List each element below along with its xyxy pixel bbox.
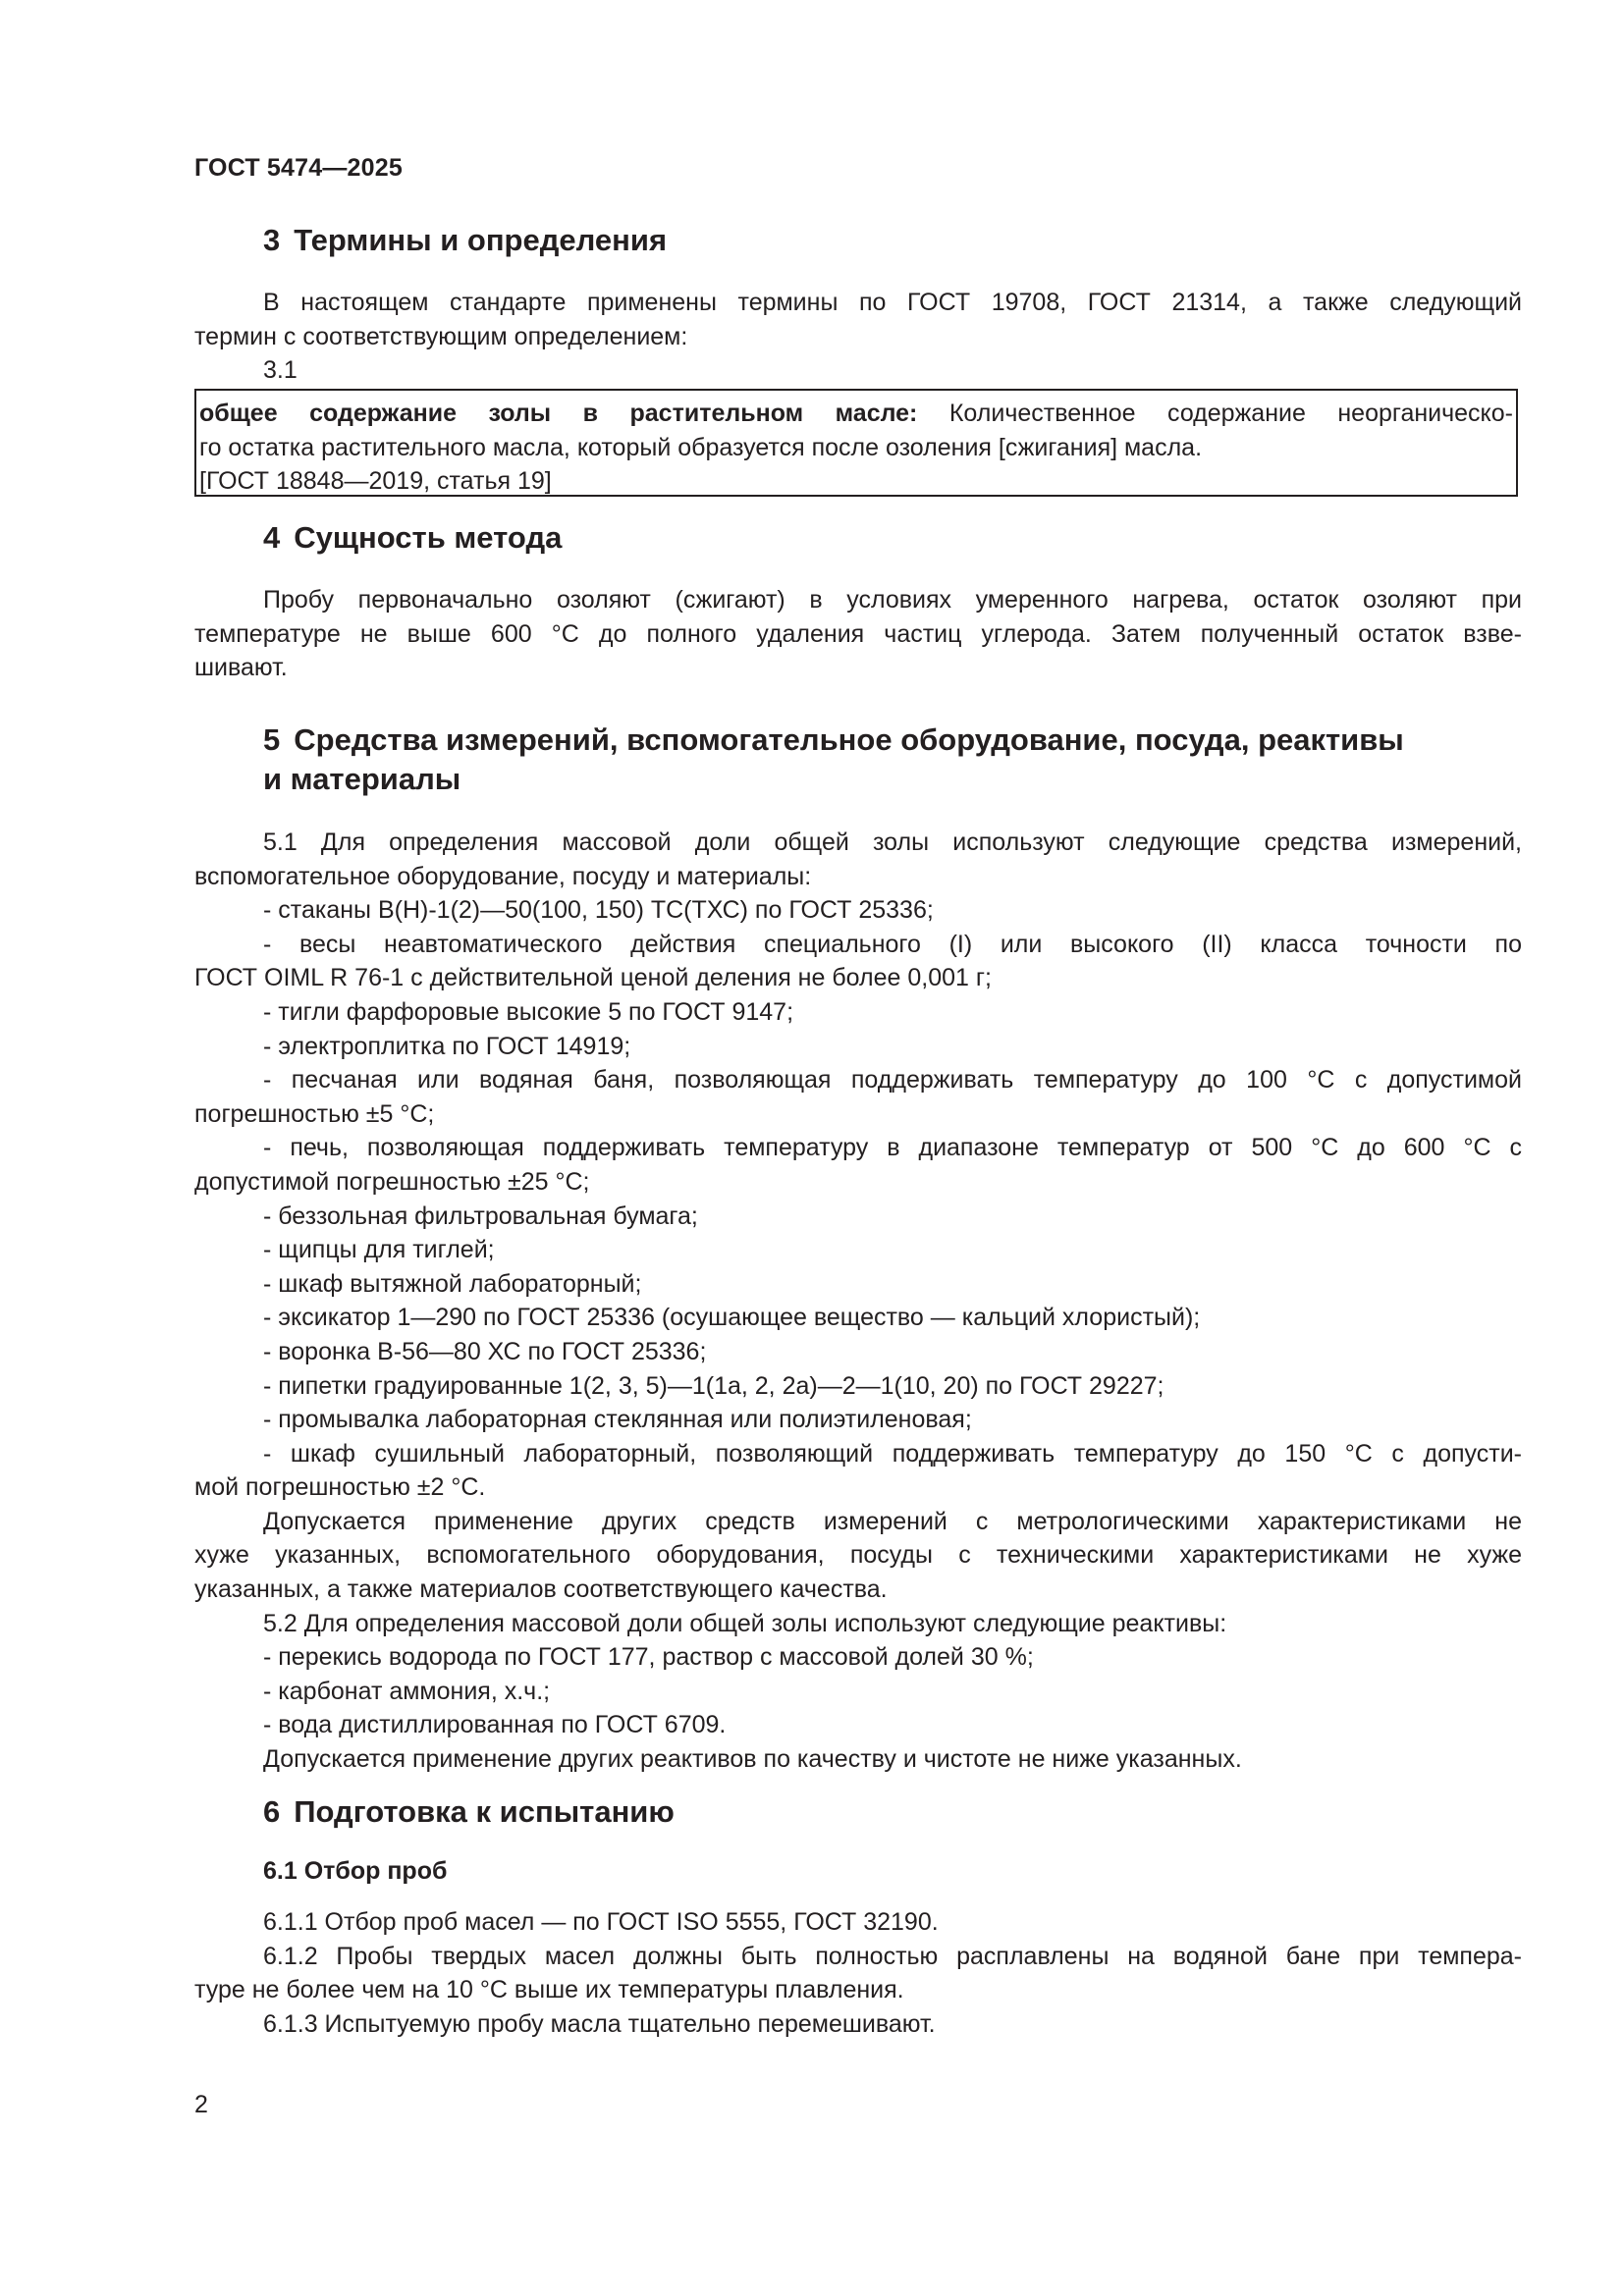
section-title: Термины и определения (294, 223, 668, 257)
subsection-6-1-heading: 6.1 Отбор проб (263, 1857, 448, 1885)
text-line: - воронка В-56—80 ХС по ГОСТ 25336; (263, 1337, 707, 1365)
document-id-header: ГОСТ 5474—2025 (194, 154, 403, 182)
text-line: Допускается применение других реактивов по качеству и чистоте не ниже указанных. (263, 1745, 1242, 1774)
text-line: - эксикатор 1—290 по ГОСТ 25336 (осушающее вещество — кальций хлористый); (263, 1304, 1201, 1332)
text-line: 5.1 Для определения массовой доли общей золы используют следующие средства измерений, (263, 828, 1522, 856)
text-line: ГОСТ OIML R 76-1 с действительной ценой деления не более 0,001 г; (194, 964, 992, 992)
text-line: 6.1.2 Пробы твердых масел должны быть полностью расплавлены на водяной бане при темпера- (263, 1942, 1522, 1970)
text-line: Пробу первоначально озоляют (сжигают) в условиях умеренного нагрева, остаток озоляют при (263, 586, 1522, 614)
text-line: - вода дистиллированная по ГОСТ 6709. (263, 1711, 727, 1739)
term-source: [ГОСТ 18848—2019, статья 19] (199, 467, 552, 496)
section-3-heading (263, 221, 667, 260)
section-6-heading: 6 Подготовка к испытанию (263, 1794, 675, 1829)
text-line: - перекись водорода по ГОСТ 177, раствор с массовой долей 30 %; (263, 1643, 1034, 1672)
term-definition-box (194, 389, 1518, 497)
term-name: общее содержание золы в растительном масле: (199, 400, 918, 427)
text-line: температуре не выше 600 °С до полного удаления частиц углерода. Затем полученный остаток взве- (194, 619, 1522, 648)
text-line: - шкаф сушильный лабораторный, позволяющий поддерживать температуру до 150 °С с допусти- (263, 1439, 1522, 1468)
text-line: - щипцы для тиглей; (263, 1236, 495, 1264)
section-6-body (194, 1905, 1522, 2041)
section-4-body (194, 583, 1522, 685)
text-line: термин с соответствующим определением: (194, 322, 688, 350)
text-line: указанных, а также материалов соответствующего качества. (194, 1575, 888, 1604)
page-number: 2 (194, 2091, 208, 2118)
text-line: - песчаная или водяная баня, позволяющая поддерживать температуру до 100 °С с допустимой (263, 1066, 1522, 1095)
text-line: хуже указанных, вспомогательного оборудования, посуды с техническими характеристиками не хуже (194, 1541, 1522, 1570)
text-line: В настоящем стандарте применены термины по ГОСТ 19708, ГОСТ 21314, а также следующий (263, 289, 1522, 316)
text-line: шивают. (194, 654, 288, 682)
text-line: мой погрешностью ±2 °С. (194, 1473, 486, 1502)
text-line: 5.2 Для определения массовой доли общей золы используют следующие реактивы: (263, 1609, 1227, 1637)
text-line: - печь, позволяющая поддерживать температуру в диапазоне температур от 500 °С до 600 °С с (263, 1134, 1522, 1162)
text-line: - промывалка лабораторная стеклянная или полиэтиленовая; (263, 1406, 972, 1434)
text-line: - карбонат аммония, х.ч.; (263, 1677, 551, 1705)
section-4-heading: 4 Сущность метода (263, 520, 563, 555)
text-line: - тигли фарфоровые высокие 5 по ГОСТ 9147; (263, 997, 794, 1026)
text-line: - шкаф вытяжной лабораторный; (263, 1269, 642, 1298)
text-line: допустимой погрешностью ±25 °С; (194, 1167, 590, 1196)
term-line: го остатка растительного масла, который образуется после озоления [сжигания] масла. (199, 433, 1203, 461)
text-line: - стаканы В(Н)-1(2)—50(100, 150) ТС(ТХС) по ГОСТ 25336; (263, 896, 934, 925)
section-3-intro (194, 286, 1522, 388)
section-5-heading: 5 Средства измерений, вспомогательное оборудование, посуда, реактивы и материалы (263, 722, 1404, 796)
section-5-body (194, 826, 1522, 1777)
term-number: 3.1 (263, 356, 298, 385)
text-line: - электроплитка по ГОСТ 14919; (263, 1032, 631, 1060)
section-number: 3 (263, 223, 281, 257)
text-line: - беззольная фильтровальная бумага; (263, 1201, 698, 1230)
text-line: вспомогательное оборудование, посуду и материалы: (194, 862, 812, 890)
text-line: 6.1.1 Отбор проб масел — по ГОСТ ISO 5555, ГОСТ 32190. (263, 1908, 939, 1936)
term-line: общее содержание золы в растительном масле: Количественное содержание неорганическо- (199, 400, 1513, 427)
text-line: Допускается применение других средств измерений с метрологическими характеристиками не (263, 1507, 1522, 1535)
text-line: погрешностью ±5 °С; (194, 1099, 435, 1128)
text-line: туре не более чем на 10 °С выше их температуры плавления. (194, 1976, 904, 2004)
text-line: - пипетки градуированные 1(2, 3, 5)—1(1а, 2, 2а)—2—1(10, 20) по ГОСТ 29227; (263, 1371, 1164, 1400)
text-line: 6.1.3 Испытуемую пробу масла тщательно перемешивают. (263, 2009, 936, 2038)
text-line: - весы неавтоматического действия специального (I) или высокого (II) класса точности по (263, 930, 1522, 958)
